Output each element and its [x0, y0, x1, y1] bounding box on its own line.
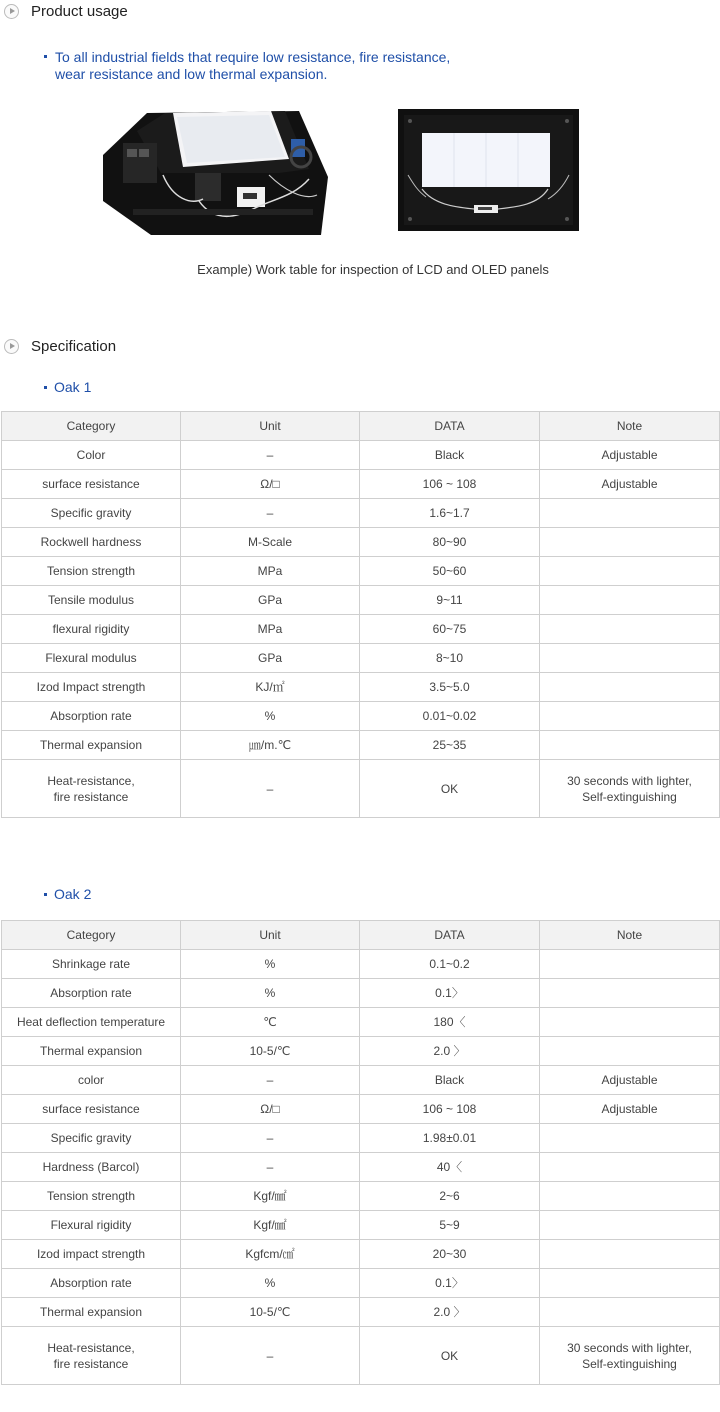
cell-category: color — [2, 1066, 181, 1095]
cell-note — [540, 1008, 720, 1037]
cell-category: surface resistance — [2, 1095, 181, 1124]
cell-category: Absorption rate — [2, 979, 181, 1008]
cell-category: Thermal expansion — [2, 731, 181, 760]
table-row — [2, 470, 720, 499]
cell-data: 40〈 — [360, 1153, 540, 1182]
cell-category: Absorption rate — [2, 702, 181, 731]
cell-category: Flexural modulus — [2, 644, 181, 673]
product-usage-title: Product usage — [31, 3, 128, 20]
cell-note — [540, 731, 720, 760]
cell-data: 2.0 〉 — [360, 1298, 540, 1327]
table-row — [2, 1298, 720, 1327]
table-row — [2, 731, 720, 760]
cell-data: OK — [360, 1327, 540, 1385]
cell-unit: – — [181, 499, 360, 528]
column-header: Note — [540, 412, 720, 441]
cell-note: 30 seconds with lighter, Self-extinguishing — [540, 1327, 720, 1385]
cell-data: 1.6~1.7 — [360, 499, 540, 528]
cell-unit: KJ/㎡ — [181, 673, 360, 702]
inspection-table-photo-top — [398, 109, 579, 231]
cell-category: Tensile modulus — [2, 586, 181, 615]
cell-unit: MPa — [181, 615, 360, 644]
oak1-heading — [44, 379, 91, 395]
cell-category: flexural rigidity — [2, 615, 181, 644]
cell-category: Tension strength — [2, 557, 181, 586]
cell-unit: – — [181, 1066, 360, 1095]
cell-note: 30 seconds with lighter, Self-extinguishing — [540, 760, 720, 818]
table-row — [2, 1153, 720, 1182]
cell-note — [540, 586, 720, 615]
column-header: DATA — [360, 921, 540, 950]
oak1-spec-table — [1, 411, 720, 818]
table-row — [2, 1240, 720, 1269]
inspection-table-photo-angled — [103, 109, 328, 235]
cell-data: 50~60 — [360, 557, 540, 586]
cell-data: 0.01~0.02 — [360, 702, 540, 731]
cell-category: Heat deflection temperature — [2, 1008, 181, 1037]
cell-unit: GPa — [181, 586, 360, 615]
table-row — [2, 441, 720, 470]
usage-bullet — [44, 49, 484, 83]
cell-unit: % — [181, 702, 360, 731]
column-header: Note — [540, 921, 720, 950]
column-header: Unit — [181, 412, 360, 441]
table-header-row — [2, 412, 720, 441]
cell-note — [540, 1211, 720, 1240]
cell-data: 60~75 — [360, 615, 540, 644]
cell-unit: Ω/□ — [181, 470, 360, 499]
play-circle-icon — [4, 339, 19, 354]
cell-category: Absorption rate — [2, 1269, 181, 1298]
cell-category: Thermal expansion — [2, 1298, 181, 1327]
cell-unit: Kgf/㎟ — [181, 1182, 360, 1211]
cell-unit: % — [181, 979, 360, 1008]
cell-data: 80~90 — [360, 528, 540, 557]
cell-unit: 10-5/℃ — [181, 1037, 360, 1066]
table-row — [2, 1269, 720, 1298]
cell-note — [540, 979, 720, 1008]
table-row — [2, 557, 720, 586]
cell-data: 0.1~0.2 — [360, 950, 540, 979]
table-row — [2, 615, 720, 644]
cell-unit: – — [181, 760, 360, 818]
usage-caption: Example) Work table for inspection of LCD and OLED panels — [197, 262, 549, 277]
cell-unit: – — [181, 1124, 360, 1153]
cell-note: Adjustable — [540, 441, 720, 470]
cell-unit: M-Scale — [181, 528, 360, 557]
cell-note — [540, 499, 720, 528]
table-row — [2, 673, 720, 702]
cell-note — [540, 528, 720, 557]
cell-unit: Kgf/㎟ — [181, 1211, 360, 1240]
cell-note — [540, 702, 720, 731]
cell-category: Flexural rigidity — [2, 1211, 181, 1240]
play-circle-icon — [4, 4, 19, 19]
product-usage-heading — [4, 3, 128, 20]
cell-data: 106 ~ 108 — [360, 1095, 540, 1124]
oak2-title: Oak 2 — [54, 886, 92, 902]
table-row — [2, 528, 720, 557]
cell-data: Black — [360, 441, 540, 470]
cell-unit: – — [181, 1153, 360, 1182]
cell-note: Adjustable — [540, 470, 720, 499]
cell-unit: GPa — [181, 644, 360, 673]
cell-category: Izod Impact strength — [2, 673, 181, 702]
cell-category: Shrinkage rate — [2, 950, 181, 979]
square-bullet-icon — [44, 893, 47, 896]
cell-category: Izod impact strength — [2, 1240, 181, 1269]
table-row — [2, 1211, 720, 1240]
cell-note — [540, 1153, 720, 1182]
cell-category: Rockwell hardness — [2, 528, 181, 557]
specification-heading — [4, 338, 116, 355]
cell-note: Adjustable — [540, 1095, 720, 1124]
cell-unit: Ω/□ — [181, 1095, 360, 1124]
table-row — [2, 1327, 720, 1385]
cell-data: 8~10 — [360, 644, 540, 673]
table-row — [2, 1182, 720, 1211]
table-row — [2, 1066, 720, 1095]
cell-note — [540, 1240, 720, 1269]
cell-data: 180〈 — [360, 1008, 540, 1037]
column-header: Unit — [181, 921, 360, 950]
cell-unit: ㎛/m.℃ — [181, 731, 360, 760]
cell-data: 9~11 — [360, 586, 540, 615]
cell-unit: MPa — [181, 557, 360, 586]
cell-unit: – — [181, 441, 360, 470]
cell-note — [540, 1298, 720, 1327]
column-header: Category — [2, 921, 181, 950]
cell-note: Adjustable — [540, 1066, 720, 1095]
table-row — [2, 1037, 720, 1066]
cell-note — [540, 950, 720, 979]
cell-category: surface resistance — [2, 470, 181, 499]
cell-data: 20~30 — [360, 1240, 540, 1269]
cell-data: 2.0 〉 — [360, 1037, 540, 1066]
table-row — [2, 979, 720, 1008]
cell-note — [540, 1182, 720, 1211]
table-row — [2, 702, 720, 731]
cell-unit: – — [181, 1327, 360, 1385]
table-row — [2, 499, 720, 528]
cell-note — [540, 644, 720, 673]
cell-category: Hardness (Barcol) — [2, 1153, 181, 1182]
table-row — [2, 1095, 720, 1124]
square-bullet-icon — [44, 386, 47, 389]
oak1-title: Oak 1 — [54, 379, 92, 395]
cell-data: 1.98±0.01 — [360, 1124, 540, 1153]
cell-data: 5~9 — [360, 1211, 540, 1240]
cell-category: Specific gravity — [2, 1124, 181, 1153]
cell-category: Heat-resistance, fire resistance — [2, 1327, 181, 1385]
cell-unit: Kgfcm/㎠ — [181, 1240, 360, 1269]
cell-unit: ℃ — [181, 1008, 360, 1037]
cell-note — [540, 673, 720, 702]
cell-data: 106 ~ 108 — [360, 470, 540, 499]
table-header-row — [2, 921, 720, 950]
usage-bullet-text: To all industrial fields that require low resistance, fire resistance, wear resistance and low thermal expansion. — [55, 49, 451, 82]
cell-category: Thermal expansion — [2, 1037, 181, 1066]
column-header: Category — [2, 412, 181, 441]
cell-data: OK — [360, 760, 540, 818]
cell-category: Color — [2, 441, 181, 470]
table-row — [2, 760, 720, 818]
oak2-heading — [44, 886, 91, 902]
cell-unit: % — [181, 1269, 360, 1298]
cell-data: 3.5~5.0 — [360, 673, 540, 702]
cell-data: 0.1〉 — [360, 979, 540, 1008]
cell-unit: % — [181, 950, 360, 979]
cell-note — [540, 557, 720, 586]
cell-note — [540, 1269, 720, 1298]
cell-note — [540, 1037, 720, 1066]
table-row — [2, 950, 720, 979]
cell-data: 0.1〉 — [360, 1269, 540, 1298]
oak2-spec-table — [1, 920, 720, 1385]
square-bullet-icon — [44, 55, 47, 58]
table-row — [2, 644, 720, 673]
cell-category: Specific gravity — [2, 499, 181, 528]
cell-note — [540, 615, 720, 644]
cell-category: Heat-resistance, fire resistance — [2, 760, 181, 818]
cell-unit: 10-5/℃ — [181, 1298, 360, 1327]
specification-title: Specification — [31, 338, 117, 355]
cell-data: Black — [360, 1066, 540, 1095]
cell-data: 2~6 — [360, 1182, 540, 1211]
column-header: DATA — [360, 412, 540, 441]
cell-data: 25~35 — [360, 731, 540, 760]
table-row — [2, 1008, 720, 1037]
cell-category: Tension strength — [2, 1182, 181, 1211]
table-row — [2, 586, 720, 615]
table-row — [2, 1124, 720, 1153]
cell-note — [540, 1124, 720, 1153]
